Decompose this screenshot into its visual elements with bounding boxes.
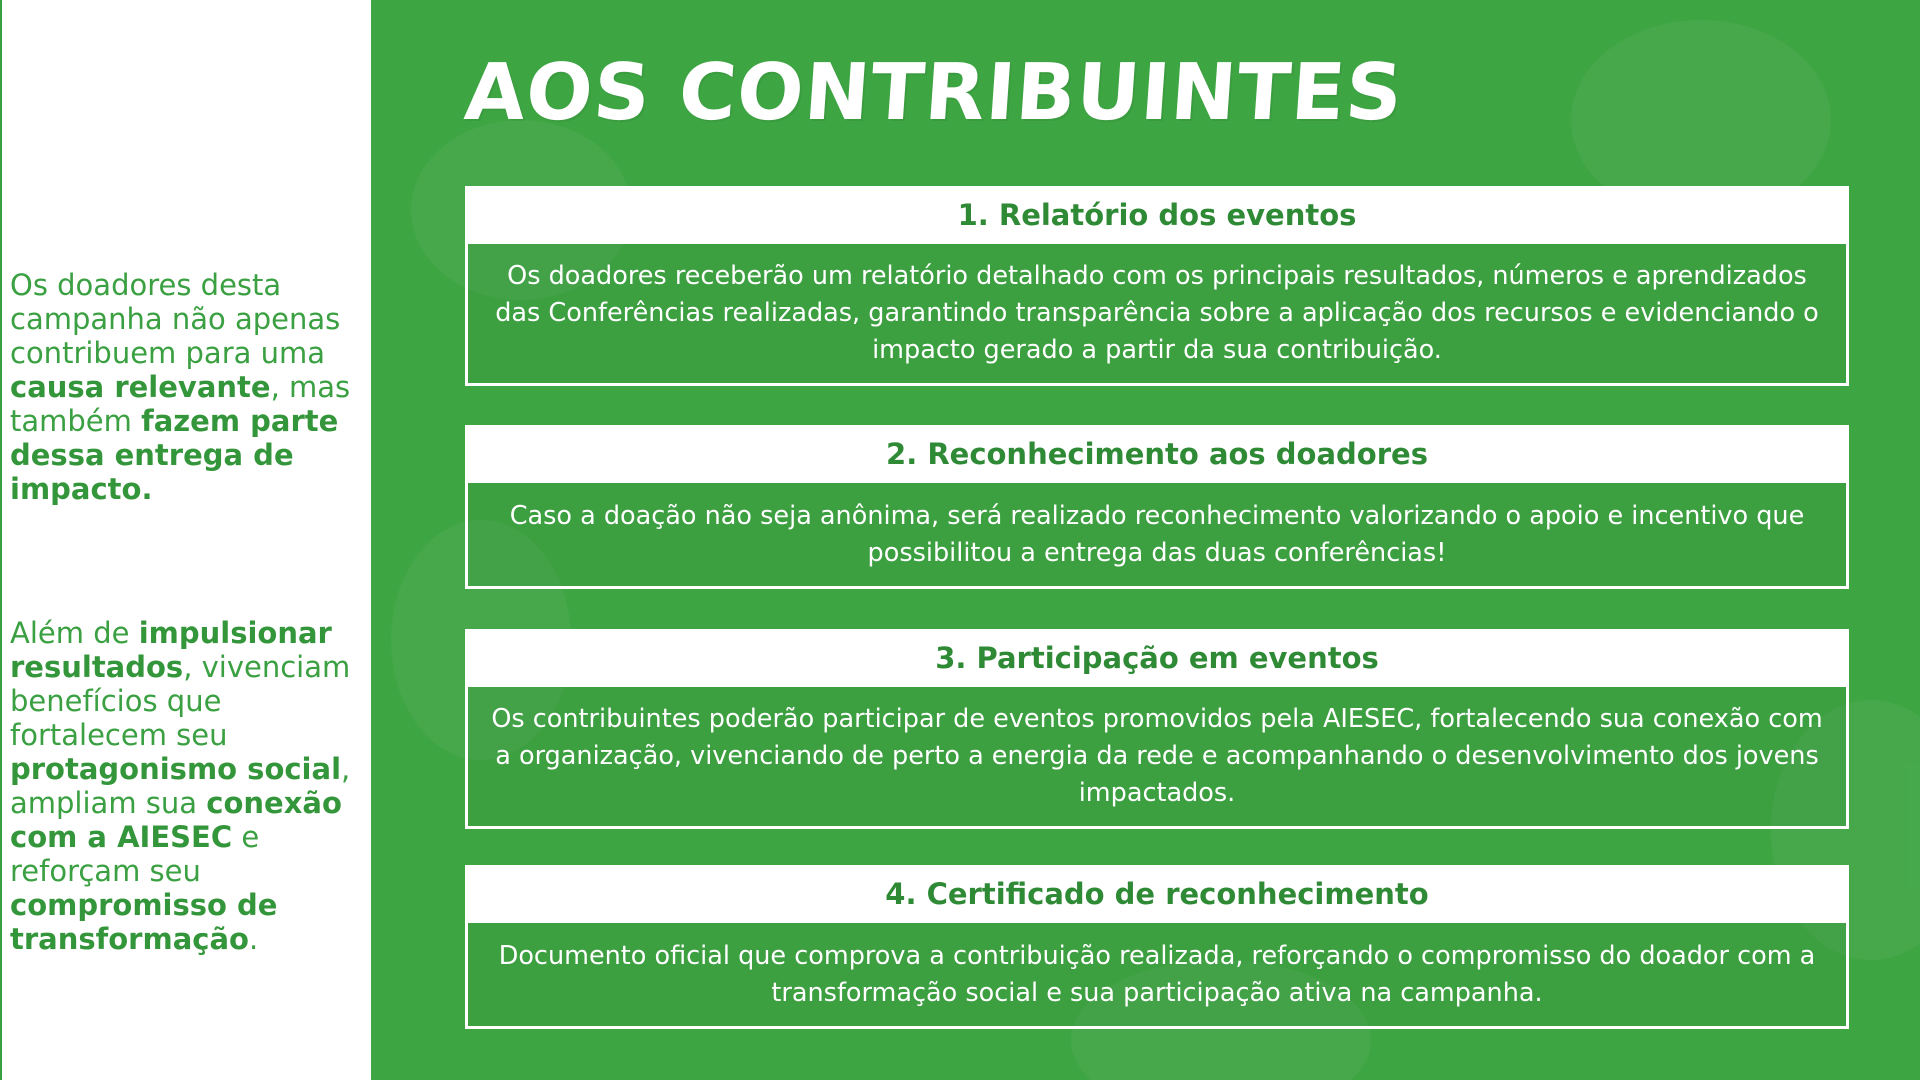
benefit-card-header (465, 425, 1849, 483)
sidebar-paragraph-2 (10, 616, 370, 956)
benefit-card-title: 4. Certificado de reconhecimento (885, 877, 1429, 911)
benefit-card-body (465, 483, 1849, 589)
benefit-card-header (465, 186, 1849, 244)
benefit-card-body (465, 687, 1849, 829)
sidebar-paragraph-2-highlight-1: impulsionar resultados (10, 616, 332, 684)
sidebar-paragraph-1 (10, 268, 370, 506)
benefit-card-title: 3. Participação em eventos (935, 641, 1379, 675)
sidebar-paragraph-1-text-1: Os doadores desta campanha não apenas contribuem para uma (10, 268, 341, 370)
sidebar-paragraph-2-highlight-3: conexão com a AIESEC (10, 786, 342, 854)
main-panel (371, 0, 1920, 1080)
benefit-card-text: Documento oficial que comprova a contribuição realizada, reforçando o compromisso do doador com a transformação social e sua participação ativa na campanha. (498, 940, 1816, 1008)
sidebar-paragraph-2-text-5: . (248, 922, 259, 956)
benefit-card-text: Os doadores receberão um relatório detalhado com os principais resultados, números e aprendizados das Conferências realizadas, garantindo transparência sobre a aplicação dos recursos e evidenciando o impacto gerado a partir da sua contribuição. (495, 261, 1819, 365)
benefit-card-title: 2. Reconhecimento aos doadores (886, 437, 1428, 471)
benefit-card-1 (465, 186, 1849, 386)
benefit-card-header (465, 629, 1849, 687)
benefit-card-3 (465, 629, 1849, 829)
sidebar-paragraph-2-text-3: , ampliam sua (10, 752, 351, 820)
sidebar-paragraph-1-text-2: , mas também (10, 370, 351, 438)
benefit-card-header (465, 865, 1849, 923)
sidebar-paragraph-2-text-4: e reforçam seu (10, 820, 260, 888)
sidebar-paragraph-2-text-2: , vivenciam benefícios que fortalecem seu (10, 650, 351, 752)
sidebar-paragraph-1-highlight-2: fazem parte dessa entrega de impacto. (10, 404, 339, 506)
sidebar-paragraph-2-text-1: Além de (10, 616, 139, 650)
page-title: AOS CONTRIBUINTES (461, 48, 1407, 138)
sidebar-paragraph-2-highlight-2: protagonismo social (10, 752, 342, 786)
sidebar (0, 0, 371, 1080)
benefit-card-2 (465, 425, 1849, 589)
benefit-card-text: Caso a doação não seja anônima, será realizado reconhecimento valorizando o apoio e incentivo que possibilitou a entrega das duas conferências! (509, 500, 1805, 568)
benefit-card-text: Os contribuintes poderão participar de eventos promovidos pela AIESEC, fortalecendo sua conexão com a organização, vivenciando de perto a energia da rede e acompanhando o desenvolvimento dos jovens impactados. (491, 704, 1823, 808)
sidebar-paragraph-1-highlight-1: causa relevante (10, 370, 271, 404)
sidebar-paragraph-2-highlight-4: compromisso de transformação (10, 888, 278, 956)
benefit-card-body (465, 923, 1849, 1029)
benefit-card-4 (465, 865, 1849, 1029)
benefit-card-body (465, 244, 1849, 386)
benefit-card-title: 1. Relatório dos eventos (957, 198, 1357, 232)
